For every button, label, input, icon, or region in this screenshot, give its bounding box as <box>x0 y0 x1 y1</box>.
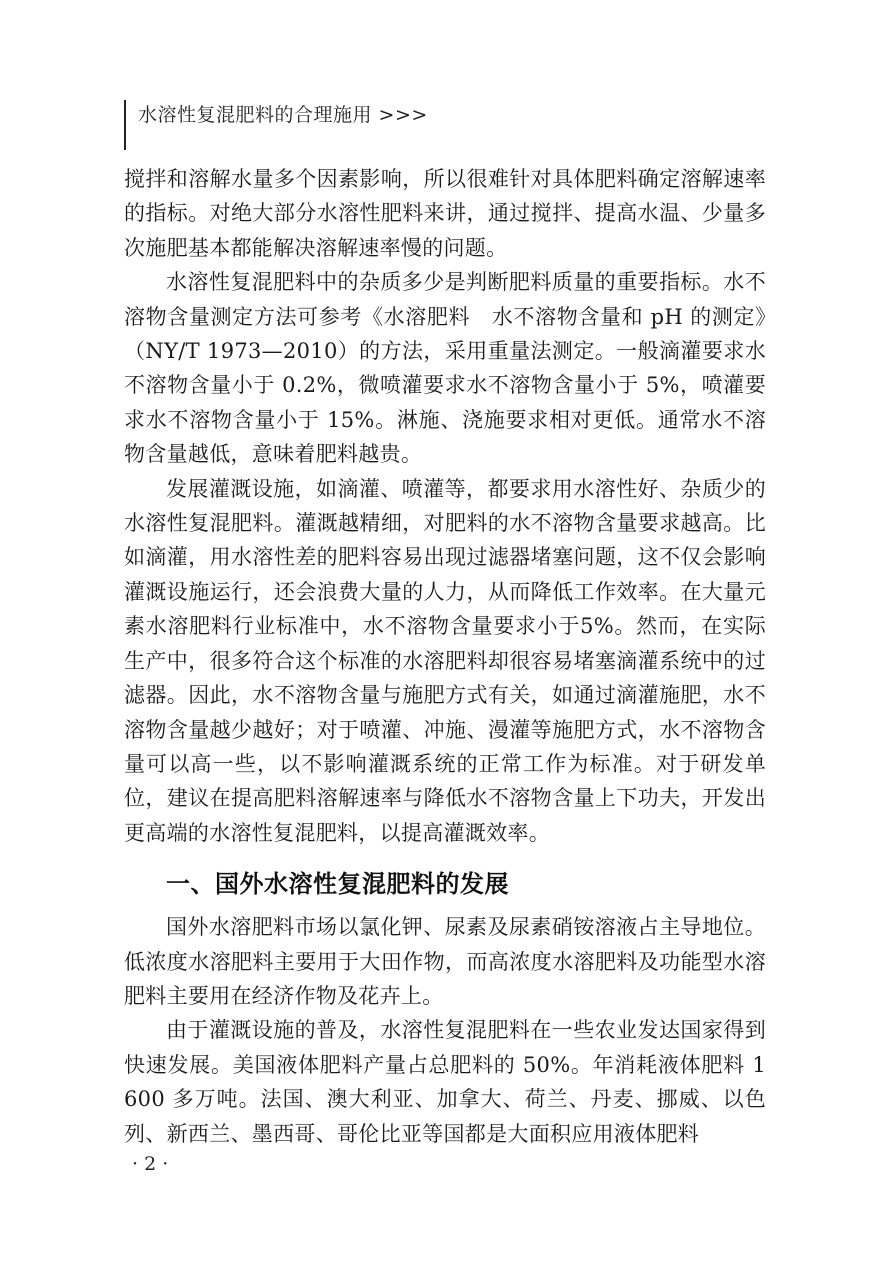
running-header <box>124 100 428 150</box>
running-title: 水溶性复混肥料的合理施用 >>> <box>138 104 428 126</box>
page-number: · 2 · <box>132 1153 169 1175</box>
page-body <box>124 162 766 1151</box>
paragraph: 水溶性复混肥料中的杂质多少是判断肥料质量的重要指标。水不溶物含量测定方法可参考《水溶肥料 水不溶物含量和 pH 的测定》（NY/T 1973—2010）的方法，采用重量法测定。一般滴灌要求水不溶物含量小于 0.2%，微喷灌要求水不溶物含量小于 5%，喷灌要求水不溶物含量小于 15%。淋施、浇施要求相对更低。通常水不溶物含量越低，意味着肥料越贵。 <box>124 270 766 467</box>
section-heading: 一、国外水溶性复混肥料的发展 <box>166 870 509 899</box>
paragraph: 发展灌溉设施，如滴灌、喷灌等，都要求用水溶性好、杂质少的水溶性复混肥料。灌溉越精细，对肥料的水不溶物含量要求越高。比如滴灌，用水溶性差的肥料容易出现过滤器堵塞问题，这不仅会影响灌溉设施运行，还会浪费大量的人力，从而降低工作效率。在大量元素水溶肥料行业标准中，水不溶物含量要求小于5%。然而，在实际生产中，很多符合这个标准的水溶肥料却很容易堵塞滴灌系统中的过滤器。因此，水不溶物含量与施肥方式有关，如通过滴灌施肥，水不溶物含量越少越好；对于喷灌、冲施、漫灌等施肥方式，水不溶物含量可以高一些，以不影响灌溉系统的正常工作为标准。对于研发单位，建议在提高肥料溶解速率与降低水不溶物含量上下功夫，开发出更高端的水溶性复混肥料，以提高灌溉效率。 <box>124 476 766 845</box>
paragraph: 由于灌溉设施的普及，水溶性复混肥料在一些农业发达国家得到快速发展。美国液体肥料产量占总肥料的 50%。年消耗液体肥料 1 600 多万吨。法国、澳大利亚、加拿大、荷兰、丹麦、挪威、以色列、新西兰、墨西哥、哥伦比亚等国都是大面积应用液体肥料 <box>124 1018 766 1146</box>
paragraph: 搅拌和溶解水量多个因素影响，所以很难针对具体肥料确定溶解速率的指标。对绝大部分水溶性肥料来讲，通过搅拌、提高水温、少量多次施肥基本都能解决溶解速率慢的问题。 <box>124 167 766 260</box>
paragraph: 国外水溶肥料市场以氯化钾、尿素及尿素硝铵溶液占主导地位。低浓度水溶肥料主要用于大田作物，而高浓度水溶肥料及功能型水溶肥料主要用在经济作物及花卉上。 <box>124 915 766 1008</box>
